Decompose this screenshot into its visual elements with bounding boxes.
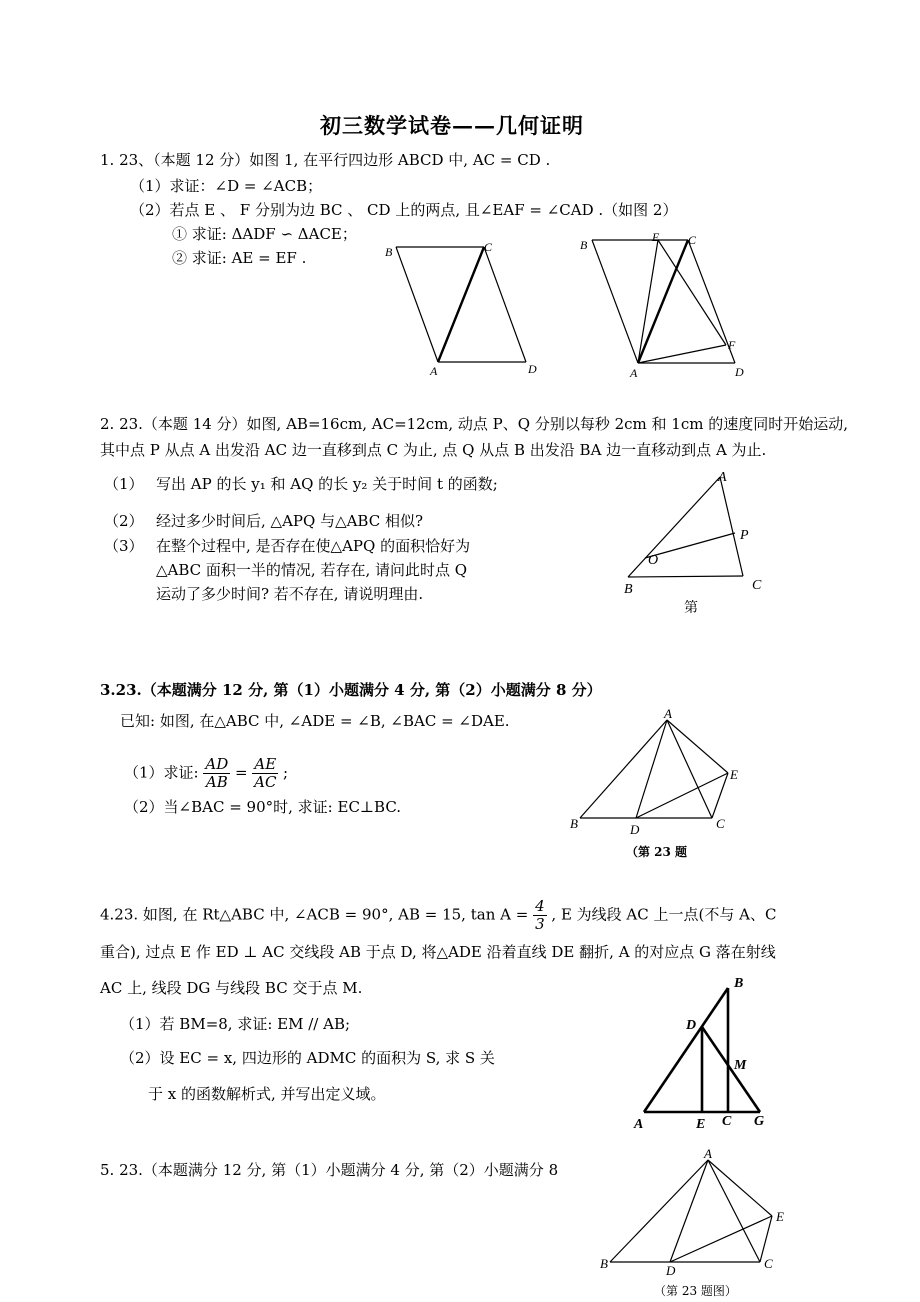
q4-tan-fraction xyxy=(533,898,547,933)
q5-fig-label-c: C xyxy=(764,1256,773,1271)
q1-sub1: ① 求证: ΔADF ∽ ΔACE； xyxy=(172,225,357,243)
q2-fig-caption: 第 xyxy=(684,600,698,616)
q3-fig-caption: （第 23 题 xyxy=(626,845,688,859)
q3-equals: = xyxy=(235,763,248,782)
q3-part1-suffix: ; xyxy=(282,763,289,782)
q4-part2: （2）设 EC = x, 四边形的 ADMC 的面积为 S, 求 S 关 xyxy=(120,1049,495,1067)
q4-tan-num: 4 xyxy=(535,897,545,915)
q5-fig-label-d: D xyxy=(666,1263,676,1278)
q1-fig2-label-f: F xyxy=(728,338,736,352)
q3-fig-label-b: B xyxy=(570,816,578,831)
q4-tan-den: 3 xyxy=(535,915,545,933)
q2-figure xyxy=(628,477,743,577)
q1-fig2-label-b: B xyxy=(580,238,588,252)
q2-fig-label-a: A xyxy=(718,470,727,485)
q2-fig-label-o: O xyxy=(648,553,659,568)
q4-line2: 重合), 过点 E 作 ED ⊥ AC 交线段 AB 于点 D, 将△ADE 沿着直线 DE 翻折, A 的对应点 G 落在射线 xyxy=(100,943,776,961)
q3-figure xyxy=(580,720,728,818)
q4-line1-start: 4.23. 如图, 在 Rt△ABC 中, ∠ACB = 90°, AB = 15, tan A = xyxy=(100,905,529,924)
q3-part2: （2）当∠BAC = 90°时, 求证: EC⊥BC. xyxy=(124,798,402,816)
q4-fig-label-c: C xyxy=(722,1114,732,1129)
q4-line3: AC 上, 线段 DG 与线段 BC 交于点 M. xyxy=(100,979,363,997)
q1-fig2-label-e: E xyxy=(652,230,660,244)
q3-frac1-den: AB xyxy=(205,773,228,791)
q1-part2: （2）若点 E 、 F 分别为边 BC 、 CD 上的两点, 且∠EAF = ∠CAD .（如图 2） xyxy=(130,201,678,219)
q1-fig1-label-a: A xyxy=(430,364,438,378)
q2-part1: 写出 AP 的长 y₁ 和 AQ 的长 y₂ 关于时间 t 的函数; xyxy=(156,475,498,493)
q2-fig-label-b: B xyxy=(624,582,633,597)
q3-header: 3.23.（本题满分 12 分, 第（1）小题满分 4 分, 第（2）小题满分 8 分） xyxy=(100,681,602,699)
q2-part2-num: （2） xyxy=(104,512,144,530)
q4-figure xyxy=(644,988,760,1112)
q1-sub2: ② 求证: AE = EF . xyxy=(172,249,307,267)
q3-fig-label-d: D xyxy=(630,822,640,837)
q5-figure xyxy=(610,1160,772,1262)
q4-line1 xyxy=(100,898,776,933)
q3-frac1-num: AD xyxy=(205,755,229,773)
q3-fig-label-c: C xyxy=(716,816,725,831)
q1-fig2-label-c: C xyxy=(688,233,697,247)
q4-part2-cont: 于 x 的函数解析式, 并写出定义域。 xyxy=(148,1085,386,1103)
q3-fraction-ad-ab xyxy=(203,756,230,791)
q1-fig2-label-a: A xyxy=(630,366,638,380)
q4-fig-label-m: M xyxy=(734,1058,747,1073)
q3-frac2-den: AC xyxy=(254,773,277,791)
q3-frac2-num: AE xyxy=(254,755,277,773)
q4-fig-label-b: B xyxy=(734,976,744,991)
page-title: 初三数学试卷——几何证明 xyxy=(320,113,584,138)
q2-part2: 经过多少时间后, △APQ 与△ABC 相似? xyxy=(156,512,424,530)
q5-header: 5. 23.（本题满分 12 分, 第（1）小题满分 4 分, 第（2）小题满分 8 xyxy=(100,1161,559,1179)
q2-part3-line2: △ABC 面积一半的情况, 若存在, 请问此时点 Q xyxy=(156,561,468,579)
q2-line1: 2. 23.（本题 14 分）如图, AB=16cm, AC=12cm, 动点 P、Q 分别以每秒 2cm 和 1cm 的速度同时开始运动, xyxy=(100,415,848,433)
q1-fig1-label-c: C xyxy=(484,240,493,254)
q2-fig-label-c: C xyxy=(752,578,762,593)
q2-line2: 其中点 P 从点 A 出发沿 AC 边一直移到点 C 为止, 点 Q 从点 B 出发沿 BA 边一直移动到点 A 为止. xyxy=(100,441,767,459)
q4-fig-label-a: A xyxy=(634,1117,644,1132)
q3-fig-label-e: E xyxy=(730,767,738,782)
q1-fig1-label-b: B xyxy=(385,245,393,259)
q2-part1-num: （1） xyxy=(104,475,144,493)
q3-fraction-ae-ac xyxy=(252,756,278,791)
q2-part3-line3: 运动了多少时间? 若不存在, 请说明理由. xyxy=(156,585,424,603)
q1-part1: （1）求证：∠D = ∠ACB； xyxy=(130,177,323,195)
q5-fig-caption: （第 23 题图） xyxy=(654,1284,737,1298)
q4-part1: （1）若 BM=8, 求证: EM // AB; xyxy=(120,1015,351,1033)
q5-fig-label-b: B xyxy=(600,1256,608,1271)
q3-part1 xyxy=(124,756,288,791)
q2-part3-num: （3） xyxy=(104,537,144,555)
q2-part3-line1: 在整个过程中, 是否存在使△APQ 的面积恰好为 xyxy=(156,537,471,555)
q1-figure-2 xyxy=(592,240,735,363)
q2-fig-label-p: P xyxy=(740,528,749,543)
q4-fig-label-e: E xyxy=(696,1117,706,1132)
q3-part1-prefix: （1）求证: xyxy=(124,763,199,782)
q1-figure-1 xyxy=(396,247,526,362)
q1-fig1-label-d: D xyxy=(528,362,537,376)
q3-fig-label-a: A xyxy=(664,706,672,721)
q4-fig-label-d: D xyxy=(686,1018,697,1033)
q5-fig-label-e: E xyxy=(776,1209,784,1224)
q1-header: 1. 23、（本题 12 分）如图 1, 在平行四边形 ABCD 中, AC = CD . xyxy=(100,151,551,169)
q3-known: 已知: 如图, 在△ABC 中, ∠ADE = ∠B, ∠BAC = ∠DAE. xyxy=(120,712,510,730)
q1-fig2-label-d: D xyxy=(735,365,744,379)
q5-fig-label-a: A xyxy=(704,1146,712,1161)
q4-fig-label-g: G xyxy=(754,1114,765,1129)
q4-line1-end: , E 为线段 AC 上一点(不与 A、C xyxy=(551,905,777,924)
